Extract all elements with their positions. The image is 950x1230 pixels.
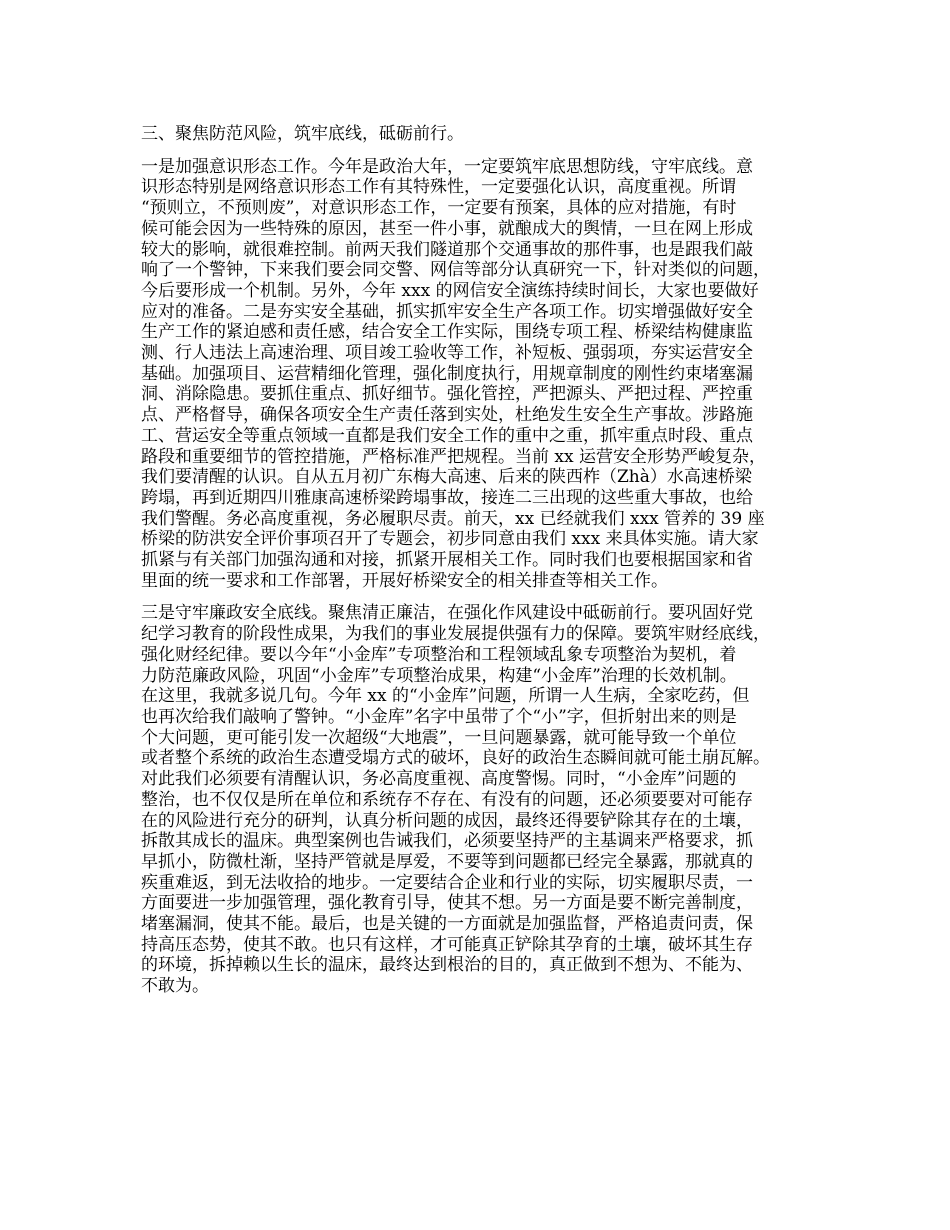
text-line: 抓紧与有关部门加强沟通和对接，抓紧开展相关工作。同时我们也要根据国家和省	[141, 550, 753, 571]
text-line: 堵塞漏洞，使其不能。最后，也是关键的一方面就是加强监督，严格追责问责，保	[141, 914, 753, 935]
text-line: 今后要形成一个机制。另外，今年 xxx 的网信安全演练持续时间长，大家也要做好	[141, 280, 759, 301]
text-line: 应对的准备。二是夯实安全基础，抓实抓牢安全生产各项工作。切实增强做好安全	[141, 301, 753, 322]
text-line: 洞、消除隐患。要抓住重点、抓好细节。强化管控，严把源头、严把过程、严控重	[141, 384, 753, 405]
section-heading	[141, 124, 831, 145]
text-line: 强化财经纪律。要以今年“小金库”专项整治和工程领域乱象专项整治为契机，着	[141, 644, 737, 665]
text-line: 一是加强意识形态工作。今年是政治大年，一定要筑牢底思想防线，守牢底线。意	[141, 156, 753, 177]
text-line: 响了一个警钟，下来我们要会同交警、网信等部分认真研究一下，针对类似的问题，	[141, 260, 770, 281]
text-line: 桥梁的防洪安全评价事项召开了专题会，初步同意由我们 xxx 来具体实施。请大家	[141, 529, 759, 550]
section-heading-text: 三、聚焦防范风险，筑牢底线，砥砺前行。	[141, 124, 464, 144]
paragraph-integrity	[141, 603, 831, 996]
text-line: 对此我们必须要有清醒认识，务必高度重视、高度警惕。同时，“小金库”问题的	[141, 769, 737, 790]
text-line: 点、严格督导，确保各项安全生产责任落到实处，杜绝发生安全生产事故。涉路施	[141, 405, 753, 426]
text-line: 测、行人违法上高速治理、项目竣工验收等工作，补短板、强弱项，夯实运营安全	[141, 343, 753, 364]
text-line: “预则立，不预则废”，对意识形态工作，一定要有预案，具体的应对措施，有时	[141, 198, 737, 219]
text-line: 三是守牢廉政安全底线。聚焦清正廉洁，在强化作风建设中砥砺前行。要巩固好党	[141, 603, 753, 624]
paragraph-ideology-safety	[141, 157, 831, 592]
text-line: 个大问题，更可能引发一次超级“大地震”，一旦问题暴露，就可能导致一个单位	[141, 727, 737, 748]
text-line: 在这里，我就多说几句。今年 xx 的“小金库”问题，所谓一人生病，全家吃药，但	[141, 686, 750, 707]
text-line: 力防范廉政风险，巩固“小金库”专项整治成果，构建“小金库”治理的长效机制。	[141, 665, 737, 686]
text-line: 的环境，拆掉赖以生长的温床，最终达到根治的目的，真正做到不想为、不能为、	[141, 955, 753, 976]
text-line: 较大的影响，就很难控制。前两天我们隧道那个交通事故的那件事，也是跟我们敲	[141, 239, 753, 260]
text-line: 拆散其成长的温床。典型案例也告诫我们，必须要坚持严的主基调来严格要求，抓	[141, 831, 753, 852]
text-line: 里面的统一要求和工作部署，开展好桥梁安全的相关排查等相关工作。	[141, 570, 668, 591]
text-line: 整治，也不仅仅是所在单位和系统存不存在、有没有的问题，还必须要要对可能存	[141, 789, 753, 810]
text-line: 路段和重要细节的管控措施，严格标准严把规程。当前 xx 运营安全形势严峻复杂，	[141, 446, 766, 467]
text-line: 工、营运安全等重点领域一直都是我们安全工作的重中之重，抓牢重点时段、重点	[141, 425, 753, 446]
text-line: 跨塌，再到近期四川雅康高速桥梁跨塌事故，接连二三出现的这些重大事故，也给	[141, 487, 753, 508]
text-line: 也再次给我们敲响了警钟。“小金库”名字中虽带了个“小”字，但折射出来的则是	[141, 706, 737, 727]
text-line: 候可能会因为一些特殊的原因，甚至一件小事，就酿成大的舆情，一旦在网上形成	[141, 218, 753, 239]
text-line: 生产工作的紧迫感和责任感，结合安全工作实际，围绕专项工程、桥梁结构健康监	[141, 322, 753, 343]
document-body	[141, 124, 831, 1009]
text-line: 不敢为。	[141, 976, 209, 997]
text-line: 基础。加强项目、运营精细化管理，强化制度执行，用规章制度的刚性约束堵塞漏	[141, 363, 753, 384]
text-line: 在的风险进行充分的研判，认真分析问题的成因，最终还得要铲除其存在的土壤，	[141, 810, 753, 831]
text-line: 方面要进一步加强管理，强化教育引导，使其不想。另一方面是要不断完善制度，	[141, 893, 753, 914]
text-line: 早抓小，防微杜渐，坚持严管就是厚爱，不要等到问题都已经完全暴露，那就真的	[141, 851, 753, 872]
text-line: 我们要清醒的认识。自从五月初广东梅大高速、后来的陕西柞（Zhà）水高速桥梁	[141, 467, 752, 488]
text-line: 纪学习教育的阶段性成果，为我们的事业发展提供强有力的保障。要筑牢财经底线，	[141, 624, 770, 645]
text-line: 我们警醒。务必高度重视，务必履职尽责。前天，xx 已经就我们 xxx 管养的 39 座	[141, 508, 765, 529]
text-line: 识形态特别是网络意识形态工作有其特殊性，一定要强化认识，高度重视。所谓	[141, 177, 736, 198]
text-line: 疾重难返，到无法收拾的地步。一定要结合企业和行业的实际，切实履职尽责，一	[141, 872, 753, 893]
text-line: 持高压态势，使其不敢。也只有这样，才可能真正铲除其孕育的土壤，破坏其生存	[141, 934, 753, 955]
text-line: 或者整个系统的政治生态遭受塌方式的破坏，良好的政治生态瞬间就可能土崩瓦解。	[141, 748, 770, 769]
